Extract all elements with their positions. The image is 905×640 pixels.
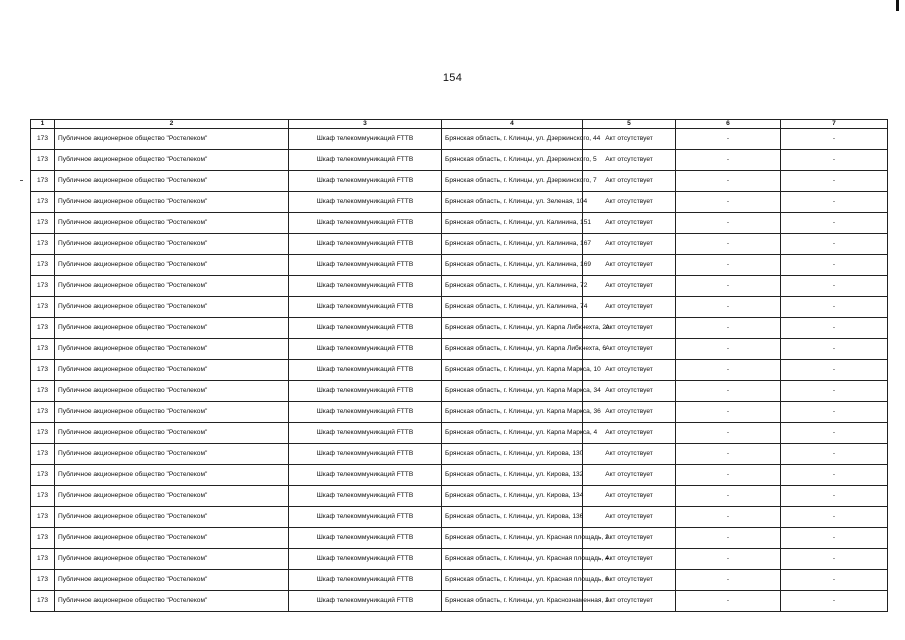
column-6-cell: - (676, 276, 781, 297)
table-row (31, 318, 888, 339)
address-cell: Брянская область, г. Клинцы, ул. Калинина, 74 (442, 297, 583, 318)
organization-cell: Публичное акционерное общество "Ростелеком" (55, 528, 289, 549)
scan-speck (20, 180, 23, 181)
table-row (31, 402, 888, 423)
act-status-cell: Акт отсутствует (583, 570, 676, 591)
act-status-cell: Акт отсутствует (583, 276, 676, 297)
organization-cell: Публичное акционерное общество "Ростелеком" (55, 276, 289, 297)
column-7-cell: - (781, 591, 888, 612)
organization-cell: Публичное акционерное общество "Ростелеком" (55, 444, 289, 465)
address-cell: Брянская область, г. Клинцы, ул. Красная площадь, 4 (442, 549, 583, 570)
address-cell: Брянская область, г. Клинцы, ул. Красная площадь, 2 (442, 528, 583, 549)
row-number: 173 (31, 192, 55, 213)
table-row (31, 570, 888, 591)
column-6-cell: - (676, 318, 781, 339)
column-7-cell: - (781, 465, 888, 486)
address-cell: Брянская область, г. Клинцы, ул. Калинина, 169 (442, 255, 583, 276)
row-number: 173 (31, 381, 55, 402)
address-cell: Брянская область, г. Клинцы, ул. Краснознаменная, 1 (442, 591, 583, 612)
organization-cell: Публичное акционерное общество "Ростелеком" (55, 297, 289, 318)
column-7-cell: - (781, 171, 888, 192)
act-status-cell: Акт отсутствует (583, 360, 676, 381)
row-number: 173 (31, 423, 55, 444)
address-cell: Брянская область, г. Клинцы, ул. Дзержинского, 7 (442, 171, 583, 192)
column-6-cell: - (676, 507, 781, 528)
act-status-cell: Акт отсутствует (583, 381, 676, 402)
organization-cell: Публичное акционерное общество "Ростелеком" (55, 591, 289, 612)
organization-cell: Публичное акционерное общество "Ростелеком" (55, 150, 289, 171)
address-cell: Брянская область, г. Клинцы, ул. Дзержинского, 5 (442, 150, 583, 171)
address-cell: Брянская область, г. Клинцы, ул. Карла Маркса, 4 (442, 423, 583, 444)
object-cell: Шкаф телекоммуникаций FTTB (289, 486, 442, 507)
column-6-cell: - (676, 192, 781, 213)
table-row (31, 276, 888, 297)
row-number: 173 (31, 591, 55, 612)
col-header-6: 6 (676, 120, 781, 129)
table-body (31, 129, 888, 612)
table-row (31, 507, 888, 528)
row-number: 173 (31, 339, 55, 360)
table-row (31, 486, 888, 507)
row-number: 173 (31, 171, 55, 192)
act-status-cell: Акт отсутствует (583, 423, 676, 444)
table-row (31, 591, 888, 612)
organization-cell: Публичное акционерное общество "Ростелеком" (55, 129, 289, 150)
row-number: 173 (31, 255, 55, 276)
column-7-cell: - (781, 444, 888, 465)
act-status-cell: Акт отсутствует (583, 486, 676, 507)
table-row (31, 192, 888, 213)
organization-cell: Публичное акционерное общество "Ростелеком" (55, 486, 289, 507)
table-row (31, 150, 888, 171)
object-cell: Шкаф телекоммуникаций FTTB (289, 339, 442, 360)
column-6-cell: - (676, 234, 781, 255)
column-6-cell: - (676, 381, 781, 402)
row-number: 173 (31, 465, 55, 486)
column-6-cell: - (676, 150, 781, 171)
address-cell: Брянская область, г. Клинцы, ул. Карла Маркса, 10 (442, 360, 583, 381)
act-status-cell: Акт отсутствует (583, 591, 676, 612)
column-7-cell: - (781, 507, 888, 528)
column-6-cell: - (676, 255, 781, 276)
registry-table (30, 119, 888, 612)
act-status-cell: Акт отсутствует (583, 339, 676, 360)
organization-cell: Публичное акционерное общество "Ростелеком" (55, 192, 289, 213)
object-cell: Шкаф телекоммуникаций FTTB (289, 234, 442, 255)
address-cell: Брянская область, г. Клинцы, ул. Калинина, 151 (442, 213, 583, 234)
column-7-cell: - (781, 360, 888, 381)
address-cell: Брянская область, г. Клинцы, ул. Кирова, 132 (442, 465, 583, 486)
column-7-cell: - (781, 339, 888, 360)
address-cell: Брянская область, г. Клинцы, ул. Зеленая, 104 (442, 192, 583, 213)
table-row (31, 360, 888, 381)
organization-cell: Публичное акционерное общество "Ростелеком" (55, 381, 289, 402)
organization-cell: Публичное акционерное общество "Ростелеком" (55, 234, 289, 255)
address-cell: Брянская область, г. Клинцы, ул. Красная площадь, 6 (442, 570, 583, 591)
column-7-cell: - (781, 297, 888, 318)
act-status-cell: Акт отсутствует (583, 150, 676, 171)
table-row (31, 234, 888, 255)
column-6-cell: - (676, 171, 781, 192)
column-6-cell: - (676, 591, 781, 612)
col-header-1: 1 (31, 120, 55, 129)
act-status-cell: Акт отсутствует (583, 255, 676, 276)
table-row (31, 465, 888, 486)
address-cell: Брянская область, г. Клинцы, ул. Кирова, 136 (442, 507, 583, 528)
scan-edge-mark (896, 0, 899, 11)
row-number: 173 (31, 402, 55, 423)
organization-cell: Публичное акционерное общество "Ростелеком" (55, 255, 289, 276)
column-6-cell: - (676, 444, 781, 465)
row-number: 173 (31, 129, 55, 150)
object-cell: Шкаф телекоммуникаций FTTB (289, 402, 442, 423)
object-cell: Шкаф телекоммуникаций FTTB (289, 570, 442, 591)
object-cell: Шкаф телекоммуникаций FTTB (289, 549, 442, 570)
page-number: 154 (442, 72, 463, 84)
table-row (31, 444, 888, 465)
column-6-cell: - (676, 549, 781, 570)
address-cell: Брянская область, г. Клинцы, ул. Карла Маркса, 34 (442, 381, 583, 402)
column-7-cell: - (781, 192, 888, 213)
address-cell: Брянская область, г. Клинцы, ул. Карла Либкнехта, 6 (442, 339, 583, 360)
organization-cell: Публичное акционерное общество "Ростелеком" (55, 318, 289, 339)
object-cell: Шкаф телекоммуникаций FTTB (289, 444, 442, 465)
column-6-cell: - (676, 465, 781, 486)
column-6-cell: - (676, 360, 781, 381)
object-cell: Шкаф телекоммуникаций FTTB (289, 423, 442, 444)
table-row (31, 129, 888, 150)
organization-cell: Публичное акционерное общество "Ростелеком" (55, 171, 289, 192)
address-cell: Брянская область, г. Клинцы, ул. Калинина, 72 (442, 276, 583, 297)
row-number: 173 (31, 213, 55, 234)
object-cell: Шкаф телекоммуникаций FTTB (289, 255, 442, 276)
act-status-cell: Акт отсутствует (583, 528, 676, 549)
column-7-cell: - (781, 570, 888, 591)
table-row (31, 255, 888, 276)
row-number: 173 (31, 318, 55, 339)
column-7-cell: - (781, 150, 888, 171)
table-row (31, 549, 888, 570)
table-row (31, 528, 888, 549)
act-status-cell: Акт отсутствует (583, 129, 676, 150)
object-cell: Шкаф телекоммуникаций FTTB (289, 213, 442, 234)
row-number: 173 (31, 276, 55, 297)
column-7-cell: - (781, 549, 888, 570)
object-cell: Шкаф телекоммуникаций FTTB (289, 465, 442, 486)
row-number: 173 (31, 486, 55, 507)
organization-cell: Публичное акционерное общество "Ростелеком" (55, 465, 289, 486)
act-status-cell: Акт отсутствует (583, 549, 676, 570)
col-header-7: 7 (781, 120, 888, 129)
act-status-cell: Акт отсутствует (583, 318, 676, 339)
act-status-cell: Акт отсутствует (583, 234, 676, 255)
column-6-cell: - (676, 297, 781, 318)
table-row (31, 423, 888, 444)
column-7-cell: - (781, 423, 888, 444)
object-cell: Шкаф телекоммуникаций FTTB (289, 360, 442, 381)
table-row (31, 297, 888, 318)
act-status-cell: Акт отсутствует (583, 297, 676, 318)
organization-cell: Публичное акционерное общество "Ростелеком" (55, 507, 289, 528)
column-7-cell: - (781, 129, 888, 150)
column-6-cell: - (676, 570, 781, 591)
object-cell: Шкаф телекоммуникаций FTTB (289, 507, 442, 528)
act-status-cell: Акт отсутствует (583, 507, 676, 528)
col-header-2: 2 (55, 120, 289, 129)
column-7-cell: - (781, 381, 888, 402)
object-cell: Шкаф телекоммуникаций FTTB (289, 276, 442, 297)
row-number: 173 (31, 150, 55, 171)
table-row (31, 339, 888, 360)
column-7-cell: - (781, 486, 888, 507)
row-number: 173 (31, 549, 55, 570)
address-cell: Брянская область, г. Клинцы, ул. Кирова, 130 (442, 444, 583, 465)
col-header-5: 5 (583, 120, 676, 129)
act-status-cell: Акт отсутствует (583, 402, 676, 423)
table-header (31, 120, 888, 129)
organization-cell: Публичное акционерное общество "Ростелеком" (55, 360, 289, 381)
column-6-cell: - (676, 402, 781, 423)
object-cell: Шкаф телекоммуникаций FTTB (289, 528, 442, 549)
column-6-cell: - (676, 528, 781, 549)
organization-cell: Публичное акционерное общество "Ростелеком" (55, 339, 289, 360)
act-status-cell: Акт отсутствует (583, 192, 676, 213)
column-6-cell: - (676, 339, 781, 360)
column-7-cell: - (781, 234, 888, 255)
object-cell: Шкаф телекоммуникаций FTTB (289, 297, 442, 318)
row-number: 173 (31, 444, 55, 465)
column-7-cell: - (781, 255, 888, 276)
column-6-cell: - (676, 423, 781, 444)
row-number: 173 (31, 234, 55, 255)
col-header-4: 4 (442, 120, 583, 129)
column-7-cell: - (781, 402, 888, 423)
address-cell: Брянская область, г. Клинцы, ул. Калинина, 167 (442, 234, 583, 255)
object-cell: Шкаф телекоммуникаций FTTB (289, 171, 442, 192)
row-number: 173 (31, 297, 55, 318)
address-cell: Брянская область, г. Клинцы, ул. Карла Либкнехта, 2а (442, 318, 583, 339)
col-header-3: 3 (289, 120, 442, 129)
row-number: 173 (31, 570, 55, 591)
organization-cell: Публичное акционерное общество "Ростелеком" (55, 570, 289, 591)
object-cell: Шкаф телекоммуникаций FTTB (289, 192, 442, 213)
table-row (31, 213, 888, 234)
address-cell: Брянская область, г. Клинцы, ул. Кирова, 134 (442, 486, 583, 507)
organization-cell: Публичное акционерное общество "Ростелеком" (55, 549, 289, 570)
act-status-cell: Акт отсутствует (583, 213, 676, 234)
organization-cell: Публичное акционерное общество "Ростелеком" (55, 402, 289, 423)
organization-cell: Публичное акционерное общество "Ростелеком" (55, 213, 289, 234)
row-number: 173 (31, 528, 55, 549)
object-cell: Шкаф телекоммуникаций FTTB (289, 150, 442, 171)
table-row (31, 381, 888, 402)
header-row (31, 120, 888, 129)
column-7-cell: - (781, 213, 888, 234)
column-6-cell: - (676, 129, 781, 150)
column-6-cell: - (676, 486, 781, 507)
act-status-cell: Акт отсутствует (583, 444, 676, 465)
column-6-cell: - (676, 213, 781, 234)
object-cell: Шкаф телекоммуникаций FTTB (289, 129, 442, 150)
object-cell: Шкаф телекоммуникаций FTTB (289, 318, 442, 339)
object-cell: Шкаф телекоммуникаций FTTB (289, 591, 442, 612)
table-row (31, 171, 888, 192)
address-cell: Брянская область, г. Клинцы, ул. Дзержинского, 44 (442, 129, 583, 150)
row-number: 173 (31, 507, 55, 528)
act-status-cell: Акт отсутствует (583, 465, 676, 486)
organization-cell: Публичное акционерное общество "Ростелеком" (55, 423, 289, 444)
act-status-cell: Акт отсутствует (583, 171, 676, 192)
column-7-cell: - (781, 276, 888, 297)
object-cell: Шкаф телекоммуникаций FTTB (289, 381, 442, 402)
row-number: 173 (31, 360, 55, 381)
address-cell: Брянская область, г. Клинцы, ул. Карла Маркса, 36 (442, 402, 583, 423)
column-7-cell: - (781, 318, 888, 339)
column-7-cell: - (781, 528, 888, 549)
